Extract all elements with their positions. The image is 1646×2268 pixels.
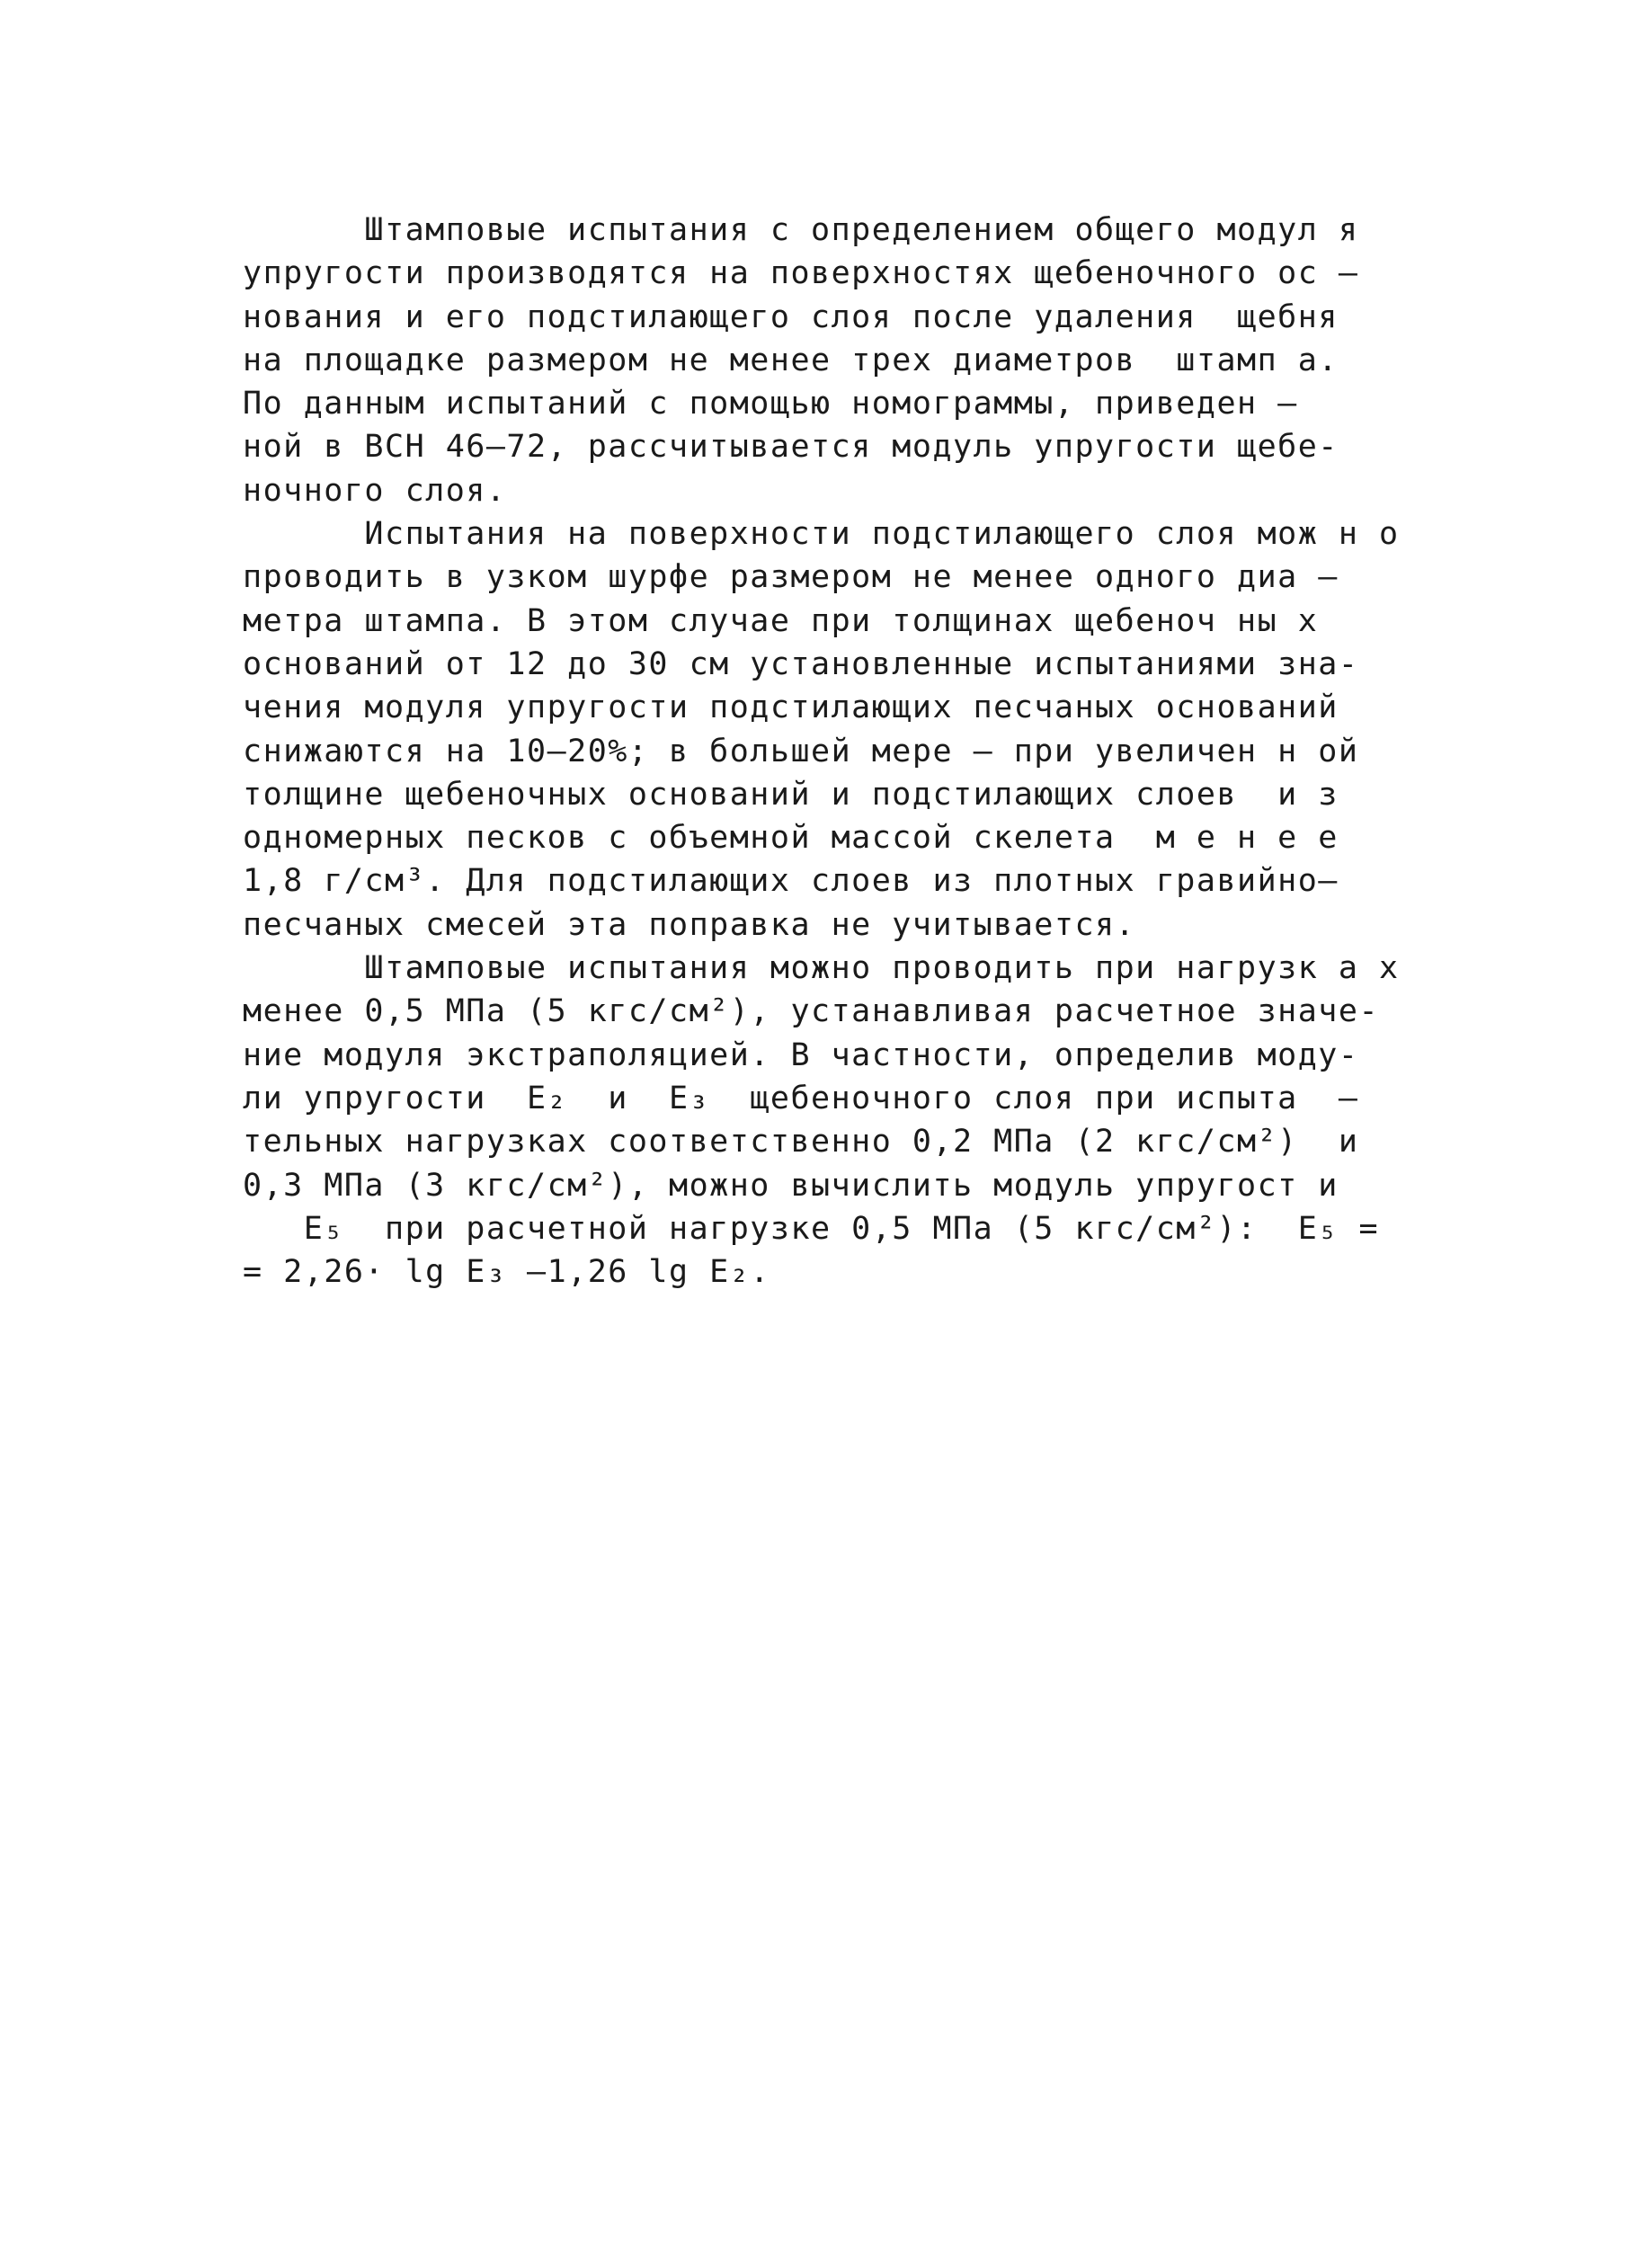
document-body: [243, 209, 1411, 1294]
text-line: упругости производятся на поверхностях щебеночного ос –: [243, 255, 1359, 292]
text-line: толщине щебеночных оснований и подстилающих слоев и з: [243, 776, 1339, 813]
text-line: песчаных смесей эта поправка не учитывается.: [243, 906, 1136, 943]
text-line: E₅ при расчетной нагрузке 0,5 МПа (5 кгс/см²): E₅ =: [243, 1210, 1380, 1247]
text-line: ночного слоя.: [243, 472, 507, 509]
text-line: 0,3 МПа (3 кгс/см²), можно вычислить модуль упругост и: [243, 1167, 1339, 1204]
text-line: По данным испытаний с помощью номограммы, приведен –: [243, 386, 1298, 422]
text-line: проводить в узком шурфе размером не менее одного диа –: [243, 559, 1339, 596]
text-line: Испытания на поверхности подстилающего слоя мож н о: [243, 516, 1400, 553]
text-line: метра штампа. В этом случае при толщинах щебеноч ны х: [243, 602, 1319, 639]
text-line: чения модуля упругости подстилающих песчаных оснований: [243, 689, 1339, 726]
text-line: ние модуля экстраполяцией. В частности, определив моду-: [243, 1036, 1359, 1073]
text-line: Штамповые испытания можно проводить при нагрузк а х: [243, 950, 1400, 987]
text-line: на площадке размером не менее трех диаметров штамп а.: [243, 342, 1339, 378]
text-line: менее 0,5 МПа (5 кгс/см²), устанавливая расчетное значе-: [243, 993, 1380, 1030]
text-line: одномерных песков с объемной массой скелета м е н е е: [243, 820, 1339, 857]
text-line: Штамповые испытания с определением общего модул я: [243, 212, 1359, 248]
text-line: тельных нагрузках соответственно 0,2 МПа (2 кгс/см²) и: [243, 1124, 1359, 1161]
formula-line: = 2,26· lg E₃ –1,26 lg E₂.: [243, 1254, 770, 1291]
text-line: снижаются на 10–20%; в большей мере – при увеличен н ой: [243, 733, 1359, 769]
text-line: ли упругости E₂ и E₃ щебеночного слоя при испыта –: [243, 1080, 1359, 1116]
text-line: ной в ВСН 46–72, рассчитывается модуль упругости щебе-: [243, 429, 1339, 466]
text-line: оснований от 12 до 30 см установленные испытаниями зна-: [243, 645, 1359, 682]
text-line: 1,8 г/см³. Для подстилающих слоев из плотных гравийно–: [243, 863, 1339, 900]
text-line: нования и его подстилающего слоя после удаления щебня: [243, 298, 1339, 335]
